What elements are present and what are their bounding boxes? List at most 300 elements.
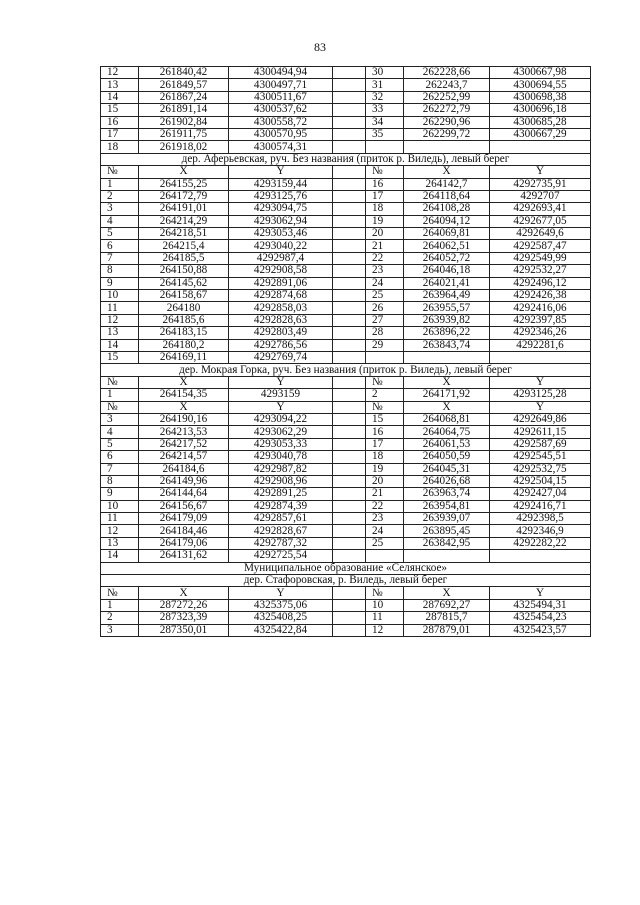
cell-point-number: 14 [101, 91, 139, 103]
cell-point-number: 6 [101, 451, 139, 463]
table-row [101, 203, 591, 215]
cell-x-coordinate: 264156,67 [139, 500, 229, 512]
spacer-cell [333, 215, 366, 227]
cell-x-coordinate: 264021,41 [404, 277, 490, 289]
cell-x-coordinate: 264183,15 [139, 327, 229, 339]
cell-x-coordinate: 262272,79 [404, 104, 490, 116]
cell-x-coordinate: 264155,25 [139, 178, 229, 190]
cell-x-coordinate: 261891,14 [139, 104, 229, 116]
cell-x-coordinate: 287350,01 [139, 624, 229, 636]
cell-x-coordinate: 264184,46 [139, 525, 229, 537]
cell-point-number: № [101, 376, 139, 388]
cell-x-coordinate: 264144,64 [139, 488, 229, 500]
cell-x-coordinate: X [404, 376, 490, 388]
cell-x-coordinate: 262243,7 [404, 79, 490, 91]
cell-y-coordinate: 4292874,68 [229, 290, 333, 302]
table-row [101, 389, 591, 401]
cell-y-coordinate: 4292908,96 [229, 475, 333, 487]
cell-y-coordinate: 4292987,4 [229, 252, 333, 264]
spacer-cell [333, 389, 366, 401]
cell-x-coordinate: 263963,74 [404, 488, 490, 500]
spacer-cell [333, 475, 366, 487]
cell-point-number: 11 [101, 513, 139, 525]
cell-y-coordinate [490, 550, 591, 562]
cell-y-coordinate: 4292532,75 [490, 463, 591, 475]
cell-x-coordinate: X [404, 166, 490, 178]
cell-y-coordinate: 4300497,71 [229, 79, 333, 91]
cell-point-number: 13 [101, 327, 139, 339]
cell-y-coordinate: 4300696,18 [490, 104, 591, 116]
spacer-cell [333, 500, 366, 512]
cell-x-coordinate: 264069,81 [404, 228, 490, 240]
table-row [101, 438, 591, 450]
cell-y-coordinate: Y [490, 401, 591, 413]
cell-x-coordinate [404, 550, 490, 562]
cell-y-coordinate: 4292803,49 [229, 327, 333, 339]
cell-y-coordinate: 4292504,15 [490, 475, 591, 487]
spacer-cell [333, 240, 366, 252]
spacer-cell [333, 587, 366, 599]
cell-x-coordinate: 263955,57 [404, 302, 490, 314]
table-row [101, 339, 591, 351]
cell-y-coordinate: 4292281,6 [490, 339, 591, 351]
cell-y-coordinate: 4300698,38 [490, 91, 591, 103]
cell-point-number: 23 [366, 513, 404, 525]
table-row [101, 413, 591, 425]
table-row [101, 426, 591, 438]
table-row [101, 104, 591, 116]
cell-point-number: 13 [101, 79, 139, 91]
cell-point-number: 10 [101, 290, 139, 302]
table-row [101, 451, 591, 463]
cell-x-coordinate: 263842,95 [404, 537, 490, 549]
spacer-cell [333, 488, 366, 500]
cell-point-number: 5 [101, 228, 139, 240]
cell-y-coordinate: 4293159,44 [229, 178, 333, 190]
spacer-cell [333, 166, 366, 178]
cell-y-coordinate: 4293040,22 [229, 240, 333, 252]
cell-y-coordinate: 4300570,95 [229, 128, 333, 140]
cell-point-number [366, 550, 404, 562]
cell-y-coordinate: 4292549,99 [490, 252, 591, 264]
spacer-cell [333, 376, 366, 388]
cell-x-coordinate: 287272,26 [139, 599, 229, 611]
table-row [101, 190, 591, 202]
cell-y-coordinate: 4292707 [490, 190, 591, 202]
cell-x-coordinate: 287879,01 [404, 624, 490, 636]
table-row [101, 215, 591, 227]
cell-x-coordinate: 264068,81 [404, 413, 490, 425]
spacer-cell [333, 178, 366, 190]
cell-point-number: 1 [101, 178, 139, 190]
cell-x-coordinate: X [139, 587, 229, 599]
cell-point-number: 25 [366, 290, 404, 302]
cell-point-number: 35 [366, 128, 404, 140]
spacer-cell [333, 79, 366, 91]
cell-point-number: № [101, 166, 139, 178]
cell-point-number: 12 [101, 525, 139, 537]
cell-point-number: 3 [101, 203, 139, 215]
cell-point-number: 20 [366, 228, 404, 240]
cell-point-number: 18 [366, 451, 404, 463]
cell-point-number: 10 [101, 500, 139, 512]
cell-point-number: 29 [366, 339, 404, 351]
cell-point-number: 16 [366, 178, 404, 190]
cell-y-coordinate: 4292735,91 [490, 178, 591, 190]
cell-x-coordinate: 264064,75 [404, 426, 490, 438]
cell-y-coordinate: 4292587,47 [490, 240, 591, 252]
cell-point-number: 22 [366, 500, 404, 512]
cell-x-coordinate: X [139, 376, 229, 388]
table-row [101, 327, 591, 339]
cell-y-coordinate: 4292891,25 [229, 488, 333, 500]
cell-y-coordinate: 4300694,55 [490, 79, 591, 91]
cell-y-coordinate: Y [229, 587, 333, 599]
cell-y-coordinate: 4300537,62 [229, 104, 333, 116]
cell-x-coordinate: 264214,29 [139, 215, 229, 227]
cell-x-coordinate: 261918,02 [139, 141, 229, 153]
cell-x-coordinate: 264215,4 [139, 240, 229, 252]
cell-y-coordinate: 4300558,72 [229, 116, 333, 128]
cell-point-number: 24 [366, 277, 404, 289]
cell-point-number: 5 [101, 438, 139, 450]
cell-y-coordinate: 4292416,06 [490, 302, 591, 314]
cell-y-coordinate: 4300667,29 [490, 128, 591, 140]
cell-point-number: 19 [366, 463, 404, 475]
cell-y-coordinate: 4292874,39 [229, 500, 333, 512]
cell-x-coordinate: 264149,96 [139, 475, 229, 487]
cell-point-number: 14 [101, 550, 139, 562]
cell-x-coordinate: 264131,62 [139, 550, 229, 562]
cell-y-coordinate: 4292346,9 [490, 525, 591, 537]
header-row [101, 587, 591, 599]
cell-point-number: 33 [366, 104, 404, 116]
cell-point-number: 14 [101, 339, 139, 351]
cell-x-coordinate: 264190,16 [139, 413, 229, 425]
section-title: дер. Стафоровская, р. Виледь, левый берег [101, 575, 591, 587]
cell-y-coordinate: 4293125,76 [229, 190, 333, 202]
cell-point-number: 12 [101, 67, 139, 79]
table-row [101, 91, 591, 103]
cell-point-number: 11 [101, 302, 139, 314]
table-row [101, 314, 591, 326]
cell-y-coordinate: 4325494,31 [490, 599, 591, 611]
cell-y-coordinate: 4292587,69 [490, 438, 591, 450]
spacer-cell [333, 141, 366, 153]
cell-x-coordinate: 264185,5 [139, 252, 229, 264]
cell-point-number: 15 [101, 351, 139, 363]
table-row [101, 599, 591, 611]
cell-x-coordinate: 287692,27 [404, 599, 490, 611]
cell-y-coordinate: 4292496,12 [490, 277, 591, 289]
cell-x-coordinate: 264184,6 [139, 463, 229, 475]
cell-x-coordinate: 263843,74 [404, 339, 490, 351]
cell-y-coordinate: 4300685,28 [490, 116, 591, 128]
cell-x-coordinate: 263939,07 [404, 513, 490, 525]
cell-x-coordinate: 263895,45 [404, 525, 490, 537]
table-row [101, 128, 591, 140]
cell-x-coordinate: 262290,96 [404, 116, 490, 128]
cell-y-coordinate: 4293094,22 [229, 413, 333, 425]
table-row [101, 277, 591, 289]
cell-y-coordinate: 4292282,22 [490, 537, 591, 549]
table-row [101, 463, 591, 475]
cell-y-coordinate: 4292769,74 [229, 351, 333, 363]
cell-y-coordinate: 4292649,6 [490, 228, 591, 240]
section-title-row [101, 153, 591, 165]
spacer-cell [333, 104, 366, 116]
cell-x-coordinate: 261902,84 [139, 116, 229, 128]
cell-x-coordinate [404, 141, 490, 153]
cell-y-coordinate: 4293062,29 [229, 426, 333, 438]
cell-y-coordinate: 4292908,58 [229, 265, 333, 277]
cell-point-number: 1 [101, 599, 139, 611]
cell-point-number: 24 [366, 525, 404, 537]
cell-y-coordinate: 4292857,61 [229, 513, 333, 525]
cell-point-number [366, 141, 404, 153]
cell-y-coordinate: 4292611,15 [490, 426, 591, 438]
cell-y-coordinate [490, 141, 591, 153]
spacer-cell [333, 314, 366, 326]
cell-point-number: 3 [101, 413, 139, 425]
table-row [101, 178, 591, 190]
table-row [101, 265, 591, 277]
spacer-cell [333, 91, 366, 103]
table-row [101, 351, 591, 363]
cell-point-number: 7 [101, 252, 139, 264]
cell-x-coordinate: 264118,64 [404, 190, 490, 202]
spacer-cell [333, 525, 366, 537]
cell-point-number: 7 [101, 463, 139, 475]
cell-y-coordinate: 4292649,86 [490, 413, 591, 425]
cell-x-coordinate: 264213,53 [139, 426, 229, 438]
cell-point-number: 8 [101, 475, 139, 487]
table-row [101, 141, 591, 153]
cell-point-number: 18 [101, 141, 139, 153]
spacer-cell [333, 599, 366, 611]
cell-y-coordinate: 4292677,05 [490, 215, 591, 227]
cell-y-coordinate: 4292397,85 [490, 314, 591, 326]
coordinates-table [100, 66, 591, 637]
page-number: 83 [314, 40, 326, 54]
cell-y-coordinate: 4300574,31 [229, 141, 333, 153]
spacer-cell [333, 401, 366, 413]
cell-x-coordinate: 264158,67 [139, 290, 229, 302]
cell-x-coordinate: 264180,2 [139, 339, 229, 351]
cell-x-coordinate: 262299,72 [404, 128, 490, 140]
cell-x-coordinate: 264145,62 [139, 277, 229, 289]
cell-y-coordinate: Y [229, 401, 333, 413]
cell-point-number: 16 [101, 116, 139, 128]
spacer-cell [333, 116, 366, 128]
cell-y-coordinate: 4293159 [229, 389, 333, 401]
cell-x-coordinate [404, 351, 490, 363]
cell-point-number: 12 [366, 624, 404, 636]
table-row [101, 612, 591, 624]
section-title: дер. Мокрая Горка, руч. Без названия (приток р. Виледь), левый берег [101, 364, 591, 376]
cell-x-coordinate: 264142,7 [404, 178, 490, 190]
cell-y-coordinate: 4292532,27 [490, 265, 591, 277]
cell-point-number: 31 [366, 79, 404, 91]
cell-point-number: 19 [366, 215, 404, 227]
spacer-cell [333, 277, 366, 289]
table-row [101, 525, 591, 537]
cell-x-coordinate: 263896,22 [404, 327, 490, 339]
cell-x-coordinate: 264026,68 [404, 475, 490, 487]
cell-x-coordinate: 261849,57 [139, 79, 229, 91]
spacer-cell [333, 228, 366, 240]
table-row [101, 240, 591, 252]
spacer-cell [333, 624, 366, 636]
spacer-cell [333, 290, 366, 302]
cell-y-coordinate: 4292987,82 [229, 463, 333, 475]
cell-y-coordinate: Y [490, 587, 591, 599]
cell-point-number: 9 [101, 488, 139, 500]
cell-y-coordinate: 4293040,78 [229, 451, 333, 463]
cell-point-number: № [366, 401, 404, 413]
cell-x-coordinate: 264179,09 [139, 513, 229, 525]
spacer-cell [333, 190, 366, 202]
cell-x-coordinate: X [404, 587, 490, 599]
cell-x-coordinate: 262252,99 [404, 91, 490, 103]
cell-point-number: 20 [366, 475, 404, 487]
spacer-cell [333, 265, 366, 277]
cell-point-number: 18 [366, 203, 404, 215]
cell-point-number: 16 [366, 426, 404, 438]
cell-y-coordinate: 4293053,46 [229, 228, 333, 240]
cell-x-coordinate: 262228,66 [404, 67, 490, 79]
cell-y-coordinate: Y [229, 376, 333, 388]
cell-x-coordinate: 264171,92 [404, 389, 490, 401]
cell-x-coordinate: 263939,82 [404, 314, 490, 326]
cell-x-coordinate: 287323,39 [139, 612, 229, 624]
cell-point-number: 17 [101, 128, 139, 140]
cell-point-number: 13 [101, 537, 139, 549]
cell-point-number: 3 [101, 624, 139, 636]
table-row [101, 500, 591, 512]
cell-y-coordinate: 4293094,75 [229, 203, 333, 215]
table-row [101, 116, 591, 128]
cell-y-coordinate: Y [490, 166, 591, 178]
cell-point-number: 22 [366, 252, 404, 264]
spacer-cell [333, 550, 366, 562]
cell-y-coordinate: 4300667,98 [490, 67, 591, 79]
cell-x-coordinate: X [139, 401, 229, 413]
cell-x-coordinate: 264150,88 [139, 265, 229, 277]
cell-y-coordinate: 4292545,51 [490, 451, 591, 463]
cell-point-number: 12 [101, 314, 139, 326]
cell-point-number: № [366, 376, 404, 388]
cell-x-coordinate: 264172,79 [139, 190, 229, 202]
cell-x-coordinate: 264046,18 [404, 265, 490, 277]
spacer-cell [333, 203, 366, 215]
cell-point-number: 4 [101, 215, 139, 227]
spacer-cell [333, 302, 366, 314]
table-row [101, 488, 591, 500]
cell-x-coordinate: 264094,12 [404, 215, 490, 227]
cell-x-coordinate: 264179,06 [139, 537, 229, 549]
cell-point-number: 15 [366, 413, 404, 425]
cell-point-number: 30 [366, 67, 404, 79]
cell-y-coordinate: 4292426,38 [490, 290, 591, 302]
cell-point-number: 27 [366, 314, 404, 326]
cell-x-coordinate: 264214,57 [139, 451, 229, 463]
cell-point-number: 6 [101, 240, 139, 252]
cell-y-coordinate: Y [229, 166, 333, 178]
cell-point-number: 15 [101, 104, 139, 116]
table-row [101, 624, 591, 636]
cell-x-coordinate: 261840,42 [139, 67, 229, 79]
cell-point-number: 28 [366, 327, 404, 339]
cell-y-coordinate: 4300511,67 [229, 91, 333, 103]
cell-y-coordinate: 4292858,03 [229, 302, 333, 314]
cell-y-coordinate: 4292346,26 [490, 327, 591, 339]
cell-y-coordinate: 4292787,32 [229, 537, 333, 549]
cell-x-coordinate: 264218,51 [139, 228, 229, 240]
cell-y-coordinate: 4325375,06 [229, 599, 333, 611]
cell-y-coordinate: 4292416,71 [490, 500, 591, 512]
cell-y-coordinate: 4292828,63 [229, 314, 333, 326]
table-row [101, 550, 591, 562]
section-title-row [101, 575, 591, 587]
table-row [101, 537, 591, 549]
table-row [101, 79, 591, 91]
cell-point-number: № [101, 587, 139, 599]
table-row [101, 302, 591, 314]
cell-x-coordinate: 264061,53 [404, 438, 490, 450]
cell-point-number [366, 351, 404, 363]
spacer-cell [333, 513, 366, 525]
cell-point-number: 1 [101, 389, 139, 401]
spacer-cell [333, 67, 366, 79]
cell-y-coordinate: 4292427,04 [490, 488, 591, 500]
table-row [101, 290, 591, 302]
cell-point-number: 21 [366, 240, 404, 252]
cell-point-number: 26 [366, 302, 404, 314]
cell-x-coordinate: 264169,11 [139, 351, 229, 363]
cell-x-coordinate: 264217,52 [139, 438, 229, 450]
section-title-row [101, 562, 591, 574]
spacer-cell [333, 327, 366, 339]
cell-point-number: 17 [366, 190, 404, 202]
cell-y-coordinate: 4292891,06 [229, 277, 333, 289]
header-row [101, 401, 591, 413]
cell-y-coordinate: 4293062,94 [229, 215, 333, 227]
spacer-cell [333, 463, 366, 475]
cell-x-coordinate: 264180 [139, 302, 229, 314]
spacer-cell [333, 426, 366, 438]
cell-x-coordinate: X [139, 166, 229, 178]
cell-y-coordinate: 4325408,25 [229, 612, 333, 624]
cell-point-number: 21 [366, 488, 404, 500]
spacer-cell [333, 612, 366, 624]
cell-x-coordinate: 287815,7 [404, 612, 490, 624]
section-title-row [101, 364, 591, 376]
cell-x-coordinate: 261911,75 [139, 128, 229, 140]
cell-y-coordinate: 4292398,5 [490, 513, 591, 525]
spacer-cell [333, 438, 366, 450]
cell-y-coordinate: 4292725,54 [229, 550, 333, 562]
cell-point-number: 8 [101, 265, 139, 277]
table-row [101, 252, 591, 264]
cell-point-number: № [366, 587, 404, 599]
cell-x-coordinate: 264154,35 [139, 389, 229, 401]
spacer-cell [333, 252, 366, 264]
cell-point-number: 10 [366, 599, 404, 611]
cell-x-coordinate: 264191,01 [139, 203, 229, 215]
cell-point-number: 17 [366, 438, 404, 450]
spacer-cell [333, 128, 366, 140]
